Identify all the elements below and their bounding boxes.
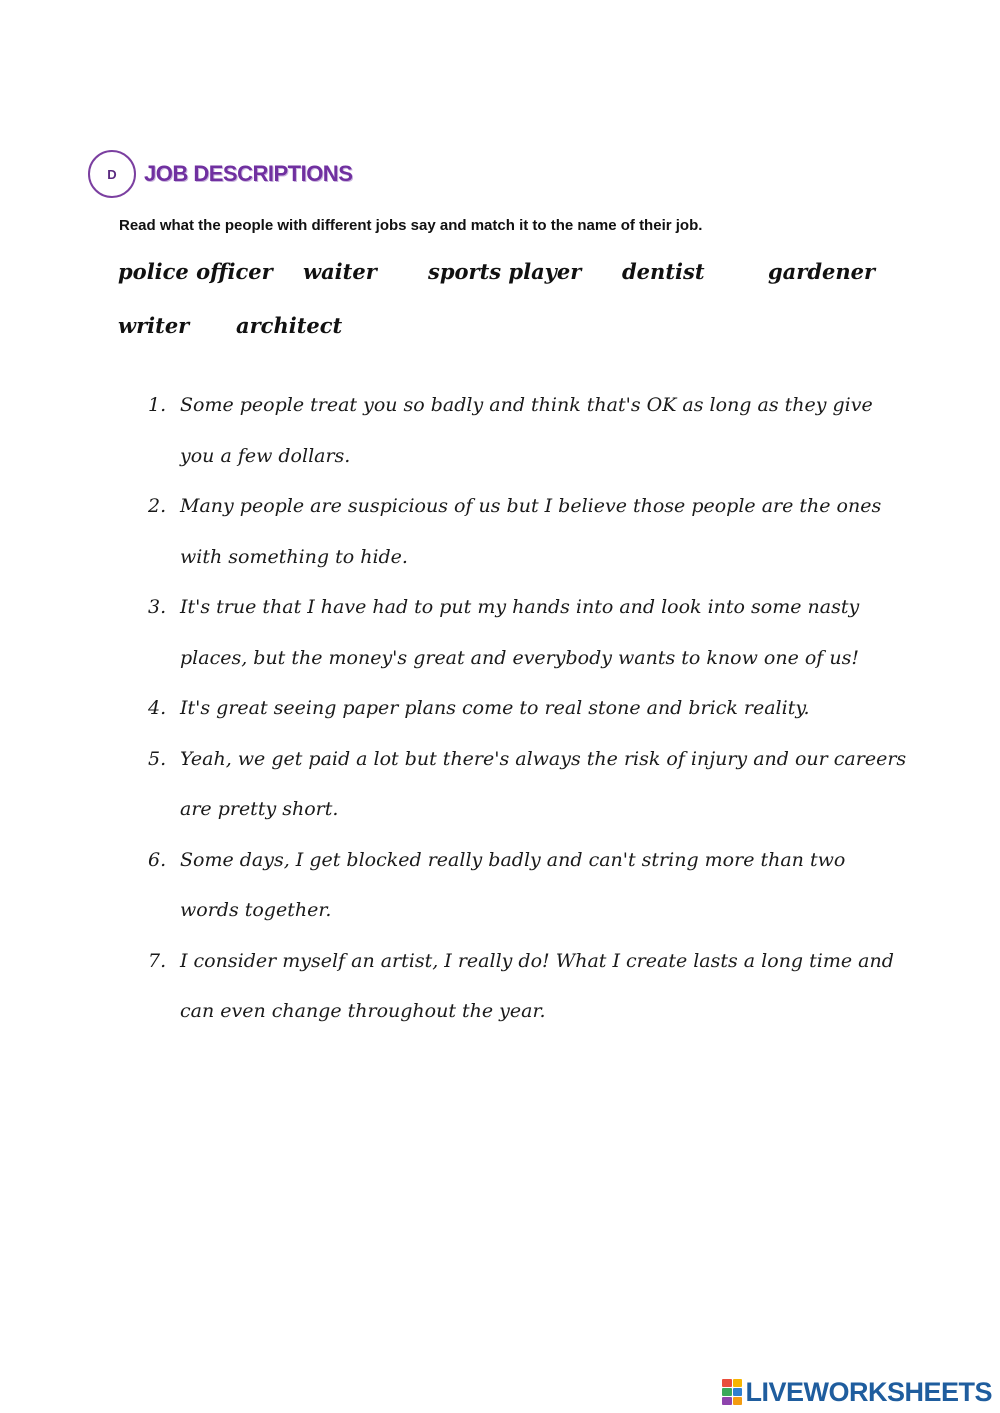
logo-square [722, 1397, 732, 1405]
sentence-text: It's true that I have had to put my hands into and look into some nasty places, but the money's great and everybody wants to know one of us! [180, 596, 860, 669]
sentence-text: I consider myself an artist, I really do! What I create lasts a long time and can even change throughout the year. [180, 949, 894, 1022]
sentence-text: Some people treat you so badly and think that's OK as long as they give you a few dollars. [180, 394, 873, 467]
word-bank-item: waiter [303, 259, 377, 284]
sentence-number: 5. [148, 747, 167, 770]
sentence-item [148, 734, 908, 835]
sentence-number: 6. [148, 848, 167, 871]
liveworksheets-logo [722, 1377, 992, 1407]
sentence-item [148, 582, 908, 683]
sentence-item [148, 380, 908, 481]
logo-square [733, 1379, 743, 1387]
section-title: JOB DESCRIPTIONS [144, 161, 353, 186]
sentence-text: It's great seeing paper plans come to real stone and brick reality. [180, 697, 810, 719]
sentence-number: 3. [148, 596, 167, 618]
sentence-item [148, 936, 908, 1037]
logo-text: LIVEWORKSHEETS [745, 1376, 992, 1407]
sentence-text: Some days, I get blocked really badly and can't string more than two words together. [180, 848, 846, 921]
sentence-item [148, 481, 908, 582]
word-bank-item: architect [236, 313, 343, 338]
word-bank-item: sports player [428, 259, 582, 284]
sentence-number: 1. [148, 394, 167, 416]
logo-square [722, 1379, 732, 1387]
section-badge: D [88, 150, 136, 198]
sentence-number: 2. [148, 495, 167, 517]
sentence-number: 4. [148, 697, 167, 719]
sentence-item [148, 683, 908, 734]
sentence-number: 7. [148, 949, 167, 972]
word-bank-item: writer [118, 313, 190, 338]
logo-square [733, 1397, 743, 1405]
word-bank-item: police officer [118, 259, 273, 284]
logo-mark-icon [722, 1379, 742, 1405]
word-bank-item: dentist [622, 259, 705, 284]
instructions: Read what the people with different jobs say and match it to the name of their job. [119, 217, 703, 234]
logo-square [722, 1388, 732, 1396]
word-bank-item: gardener [768, 259, 876, 284]
section-header [88, 148, 352, 200]
sentence-text: Many people are suspicious of us but I believe those people are the ones with something to hide. [180, 495, 882, 568]
sentence-item [148, 835, 908, 936]
sentence-text: Yeah, we get paid a lot but there's always the risk of injury and our careers are pretty short. [180, 747, 907, 820]
logo-square [733, 1388, 743, 1396]
sentence-list [148, 380, 908, 1037]
